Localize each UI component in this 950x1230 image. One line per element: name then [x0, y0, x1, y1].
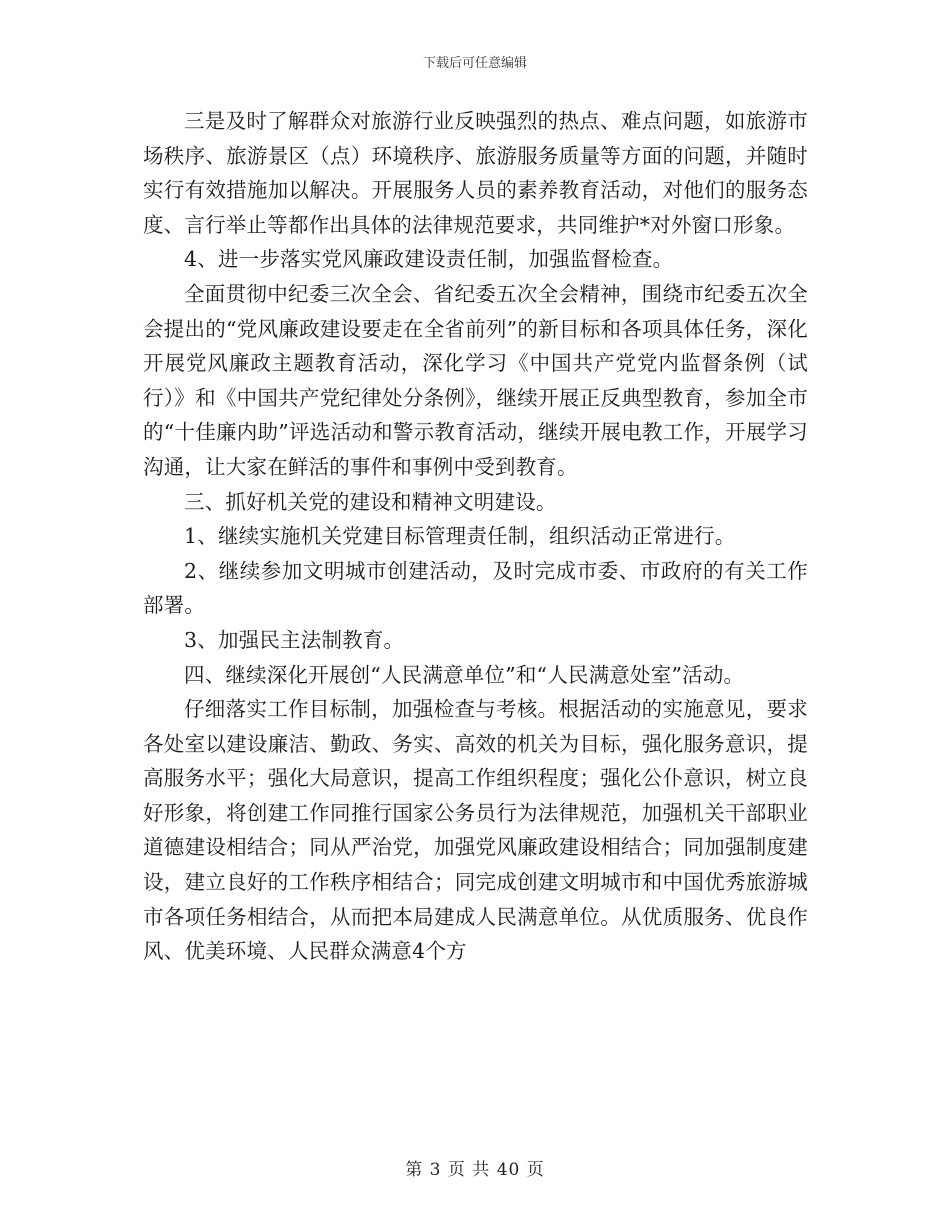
- paragraph: 三是及时了解群众对旅游行业反映强烈的热点、难点问题，如旅游市场秩序、旅游景区（点）环境秩序、旅游服务质量等方面的问题，并随时实行有效措施加以解决。开展服务人员的素养教育活动，对他们的服务态度、言行举止等都作出具体的法律规范要求，共同维护*对外窗口形象。: [143, 109, 808, 237]
- paragraph: 4、进一步落实党风廉政建设责任制，加强监督检查。: [184, 247, 674, 272]
- document-body: [143, 104, 808, 969]
- paragraph: 3、加强民主法制教育。: [184, 627, 405, 652]
- paragraph: 1、继续实施机关党建目标管理责任制，组织活动正常进行。: [184, 524, 736, 549]
- page-number-footer: 第 3 页 共 40 页: [405, 1160, 545, 1180]
- section-heading: 三、抓好机关党的建设和精神文明建设。: [184, 489, 557, 514]
- paragraph: 仔细落实工作目标制，加强检查与考核。根据活动的实施意见，要求各处室以建设廉洁、勤政、务实、高效的机关为目标，强化服务意识，提高服务水平；强化大局意识，提高工作组织程度；强化公仆意识，树立良好形象，将创建工作同推行国家公务员行为法律规范，加强机关干部职业道德建设相结合；同从严治党，加强党风廉政建设相结合；同加强制度建设，建立良好的工作秩序相结合；同完成创建文明城市和中国优秀旅游城市各项任务相结合，从而把本局建成人民满意单位。从优质服务、优良作风、优美环境、人民群众满意4个方: [143, 697, 808, 964]
- header-note: 下载后可任意编辑: [422, 56, 527, 71]
- paragraph: 全面贯彻中纪委三次全会、省纪委五次全会精神，围绕市纪委五次全会提出的“党风廉政建设要走在全省前列”的新目标和各项具体任务，深化开展党风廉政主题教育活动，深化学习《中国共产党党内监督条例（试行）》和《中国共产党纪律处分条例》，继续开展正反典型教育，参加全市的“十佳廉内助”评选活动和警示教育活动，继续开展电教工作，开展学习沟通，让大家在鲜活的事件和事例中受到教育。: [143, 281, 808, 479]
- paragraph: 2、继续参加文明城市创建活动，及时完成市委、市政府的有关工作部署。: [143, 558, 808, 618]
- section-heading: 四、继续深化开展创“人民满意单位”和“人民满意处室”活动。: [184, 662, 745, 687]
